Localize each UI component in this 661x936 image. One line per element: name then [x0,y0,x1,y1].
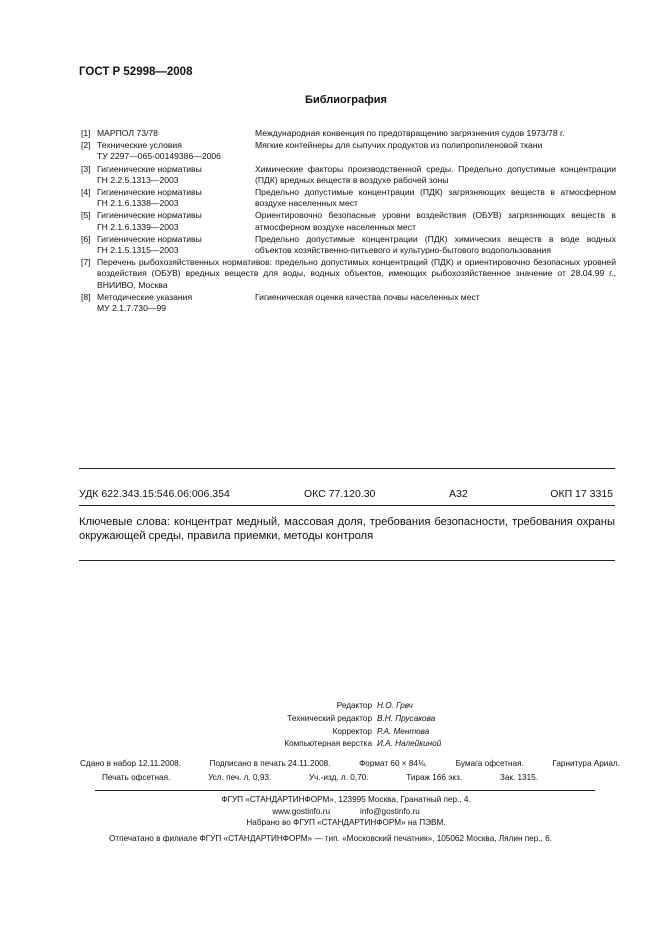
entry-source: Гигиенические нормативы ГН 2.1.6.1339—2003 [97,210,202,232]
credit-row: Корректор Р.А. Ментова [332,726,430,736]
entry-description: Ориентировочно безопасные уровни воздействия (ОБУВ) загрязняющих веществ в атмосферном воздухе населенных мест [255,210,616,232]
editorial-credits [0,700,661,751]
publisher-address: ФГУП «СТАНДАРТИНФОРМ», 123995 Москва, Гранатный пер., 4. [221,795,471,804]
bibliography-entry [81,140,616,162]
entry-description: Предельно допустимые концентрации (ПДК) химических веществ в воде водных объектов хозяйственно-питьевого и культурно-бытового водопользования [255,233,616,256]
entry-description: Международная конвенция по предотвращению загрязнения судов 1973/78 г. [255,128,565,138]
bibliography-list [81,128,616,315]
bibliography-title: Библиография [305,94,387,106]
publication-details [80,757,620,785]
entry-number: [2] [81,140,91,151]
bottom-divider [79,560,615,561]
middle-divider [79,505,615,506]
udk-code: УДК 622.343.15:546.06:006.354 [79,488,230,500]
bibliography-entry [81,210,616,232]
keywords: Ключевые слова: концентрат медный, массовая доля, требования безопасности, требования охраны окружающей среды, правила приемки, методы контроля [79,516,615,542]
entry-description: Перечень рыбохозяйственных нормативов: предельно допустимых концентраций (ПДК) и ориентировочно безопасных уровней воздействия (ОБУВ) вредных веществ для воды, водных объектов, имеющих рыбохозяйственное значение от 28.04.99 г., ВНИИВО, Москва [97,257,616,290]
publication-line: Сдано в набор 12.11.2008. Подписано в печать 24.11.2008. Формат 60 × 84⅛. Бумага офсетная. Гарнитура Ариал. [80,759,620,768]
entry-number: [7] [81,257,91,268]
a-code: А32 [449,488,468,500]
credit-row: Компьютерная верстка И.А. Налейкиной [284,739,442,749]
credit-row: Редактор Н.О. Грвч [336,701,413,710]
bibliography-entry [81,234,616,256]
okp-code: ОКП 17 3315 [550,488,613,500]
entry-description: Мягкие контейнеры для сыпучих продуктов из полипропиленовой ткани [255,140,543,151]
bibliography-entry [81,164,616,186]
email-link[interactable]: info@gostinfo.ru [360,806,420,816]
entry-number: [6] [81,233,91,244]
publisher-footer [0,794,661,844]
entry-number: [1] [81,128,91,138]
bibliography-entry [81,257,616,291]
standard-number-header: ГОСТ Р 52998—2008 [79,66,193,78]
top-divider [79,468,615,469]
entry-source: МАРПОЛ 73/78 [97,128,158,138]
entry-description: Гигиеническая оценка качества почвы населенных мест [255,291,480,302]
bibliography-entry [81,128,616,139]
entry-number: [3] [81,163,91,174]
entry-source: Гигиенические нормативы ГН 2.1.5.1315—2003 [97,233,202,256]
entry-number: [8] [81,291,91,302]
entry-source: Методические указания МУ 2.1.7.730—99 [97,291,193,314]
bibliography-entry [81,292,616,314]
entry-number: [4] [81,187,91,198]
entry-description: Предельно допустимые концентрации (ПДК) загрязняющих веществ в атмосферном воздухе населенных мест [255,187,616,209]
entry-source: Гигиенические нормативы ГН 2.2.5.1313—2003 [97,163,202,185]
entry-number: [5] [81,210,91,221]
typeset-note: Набрано во ФГУП «СТАНДАРТИНФОРМ» на ПЭВМ. [246,818,446,827]
website-link[interactable]: www.gostinfo.ru [272,806,331,816]
footer-divider [95,790,595,791]
entry-source: Технические условия ТУ 2297—065-00149386—2006 [97,140,221,162]
entry-source: Гигиенические нормативы ГН 2.1.6.1338—2003 [97,187,202,209]
credit-row: Технический редактор В.Н. Прусакова [287,713,436,723]
oks-code: ОКС 77.120.30 [304,488,376,500]
publication-line: Печать офсетная. Усл. печ. л. 0,93. Уч.-изд. л. 0,70. Тираж 166 экз. Зак. 1315. [102,773,538,782]
printing-note: Отпечатано в филиале ФГУП «СТАНДАРТИНФОРМ» — тип. «Московский печатник», 105062 Москва, Лялин пер., 6. [109,833,552,843]
entry-description: Химические факторы производственной среды. Предельно допустимые концентрации (ПДК) вредных веществ в воздухе рабочей зоны [255,163,616,185]
bibliography-entry [81,187,616,209]
